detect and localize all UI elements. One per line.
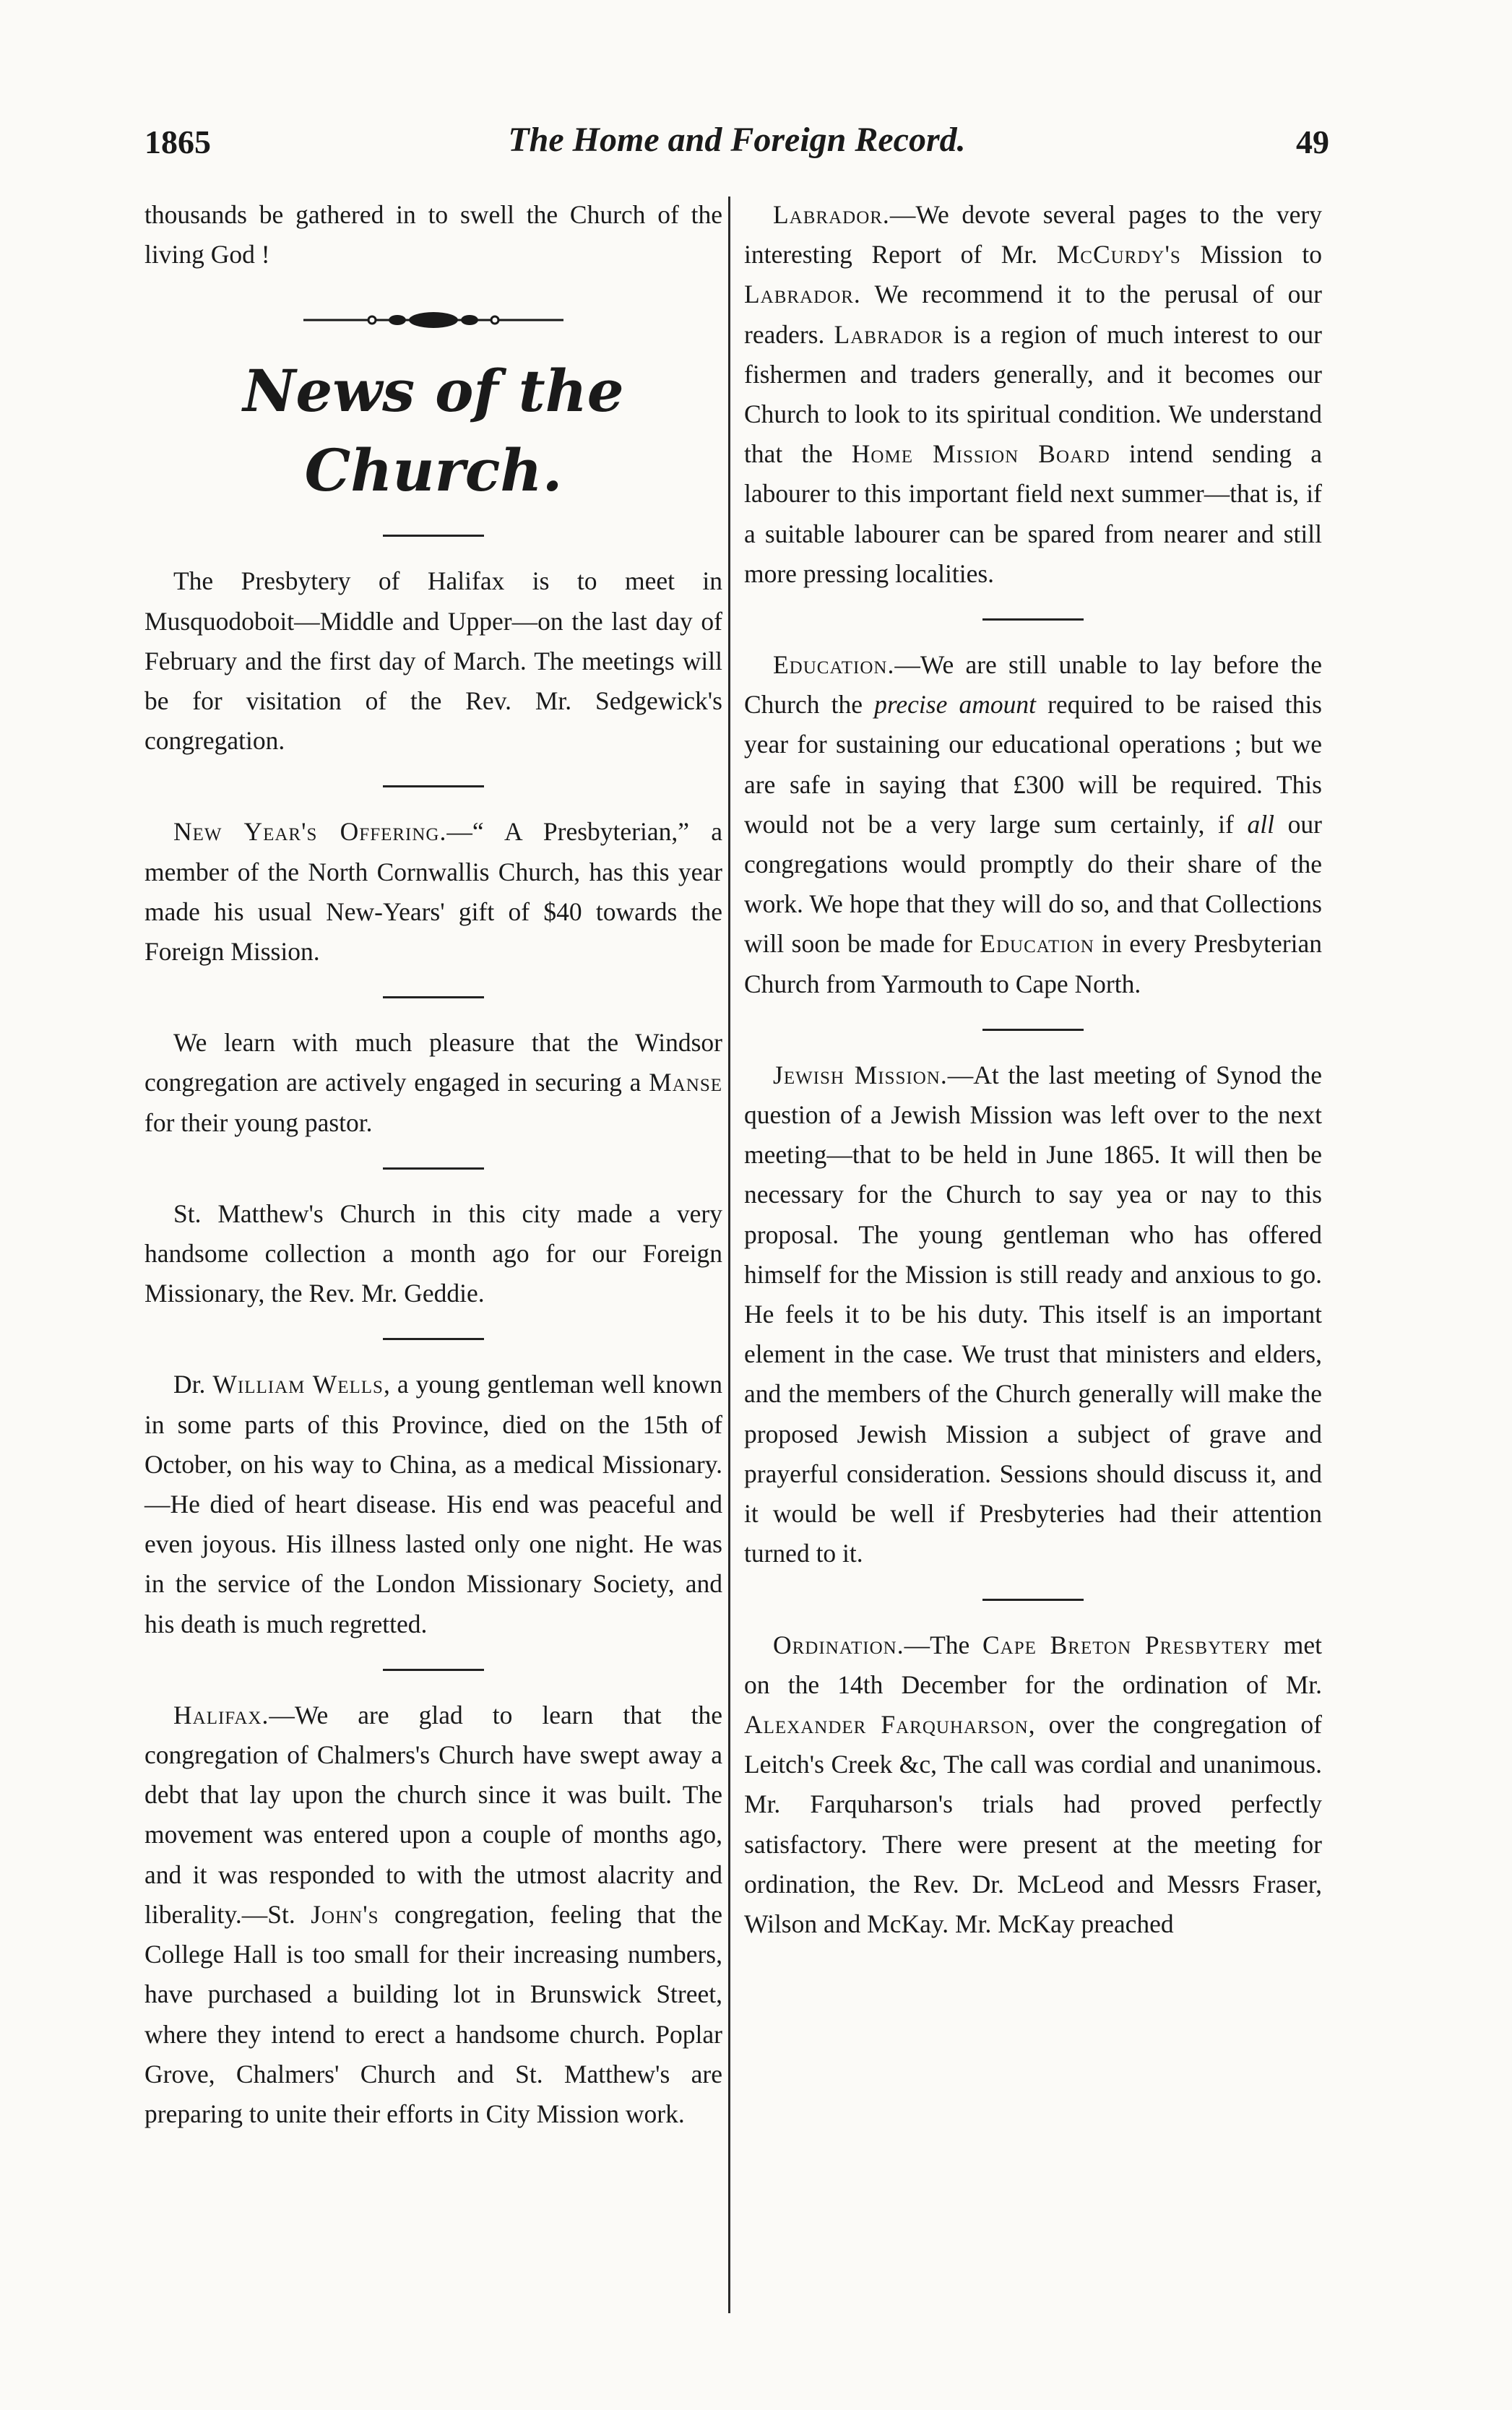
right-column	[744, 195, 1322, 1944]
continuation-text: thousands be gathered in to swell the Church of the living God !	[144, 200, 722, 269]
separator	[982, 1029, 1084, 1031]
page-number: 49	[1296, 124, 1329, 160]
paragraph-education: Education.—We are still unable to lay before the Church the precise amount required to be raised this year for sustaining our educational operations ; but we are safe in saying that £300 will be required. This would not be a very large sum certainly, if all our congregations would promptly do their share of the work. We hope that they will do so, and that Collections will soon be made for Education in every Presbyterian Church from Yarmouth to Cape North.	[744, 650, 1323, 998]
run-in-heading: Labrador.	[773, 200, 890, 229]
paragraph-new-years-offering: New Year's Offering.—“ A Presbyterian,” a member of the North Cornwallis Church, has this year made his usual New-Years' gift of $40 towards the Foreign Mission.	[144, 817, 723, 967]
run-in-heading: Jewish Mission.	[773, 1060, 948, 1089]
paragraph-halifax: Halifax.—We are glad to learn that the congregation of Chalmers's Church have swept away a debt that lay upon the church since it was built. The movement was entered upon a couple of months ago, and it was responded to with the utmost alacrity and liberality.—St. John's congregation, feeling that the College Hall is too small for their increasing numbers, have purchased a building lot in Brunswick Street, where they intend to erect a handsome church. Poplar Grove, Chalmers' Church and St. Matthew's are preparing to unite their efforts in City Mission work.	[144, 1700, 722, 2128]
paragraph-william-wells: Dr. William Wells, a young gentleman well known in some parts of this Province, died on the 15th of October, on his way to China, as a medical Missionary.—He died of heart disease. His end was peaceful and even joyous. His illness lasted only one night. He was in the service of the London Missionary Society, and his death is much regretted.	[144, 1370, 722, 1638]
ornament-divider-icon	[296, 308, 571, 332]
run-in-heading: Ordination.	[773, 1630, 904, 1659]
column-divider	[728, 196, 730, 2313]
paragraph-st-matthews: St. Matthew's Church in this city made a very handsome collection a month ago for our Foreign Missionary, the Rev. Mr. Geddie.	[144, 1198, 722, 1308]
run-in-heading: Halifax.	[173, 1700, 269, 1729]
paragraph-halifax-presbytery: The Presbytery of Halifax is to meet in Musquodoboit—Middle and Upper—on the last day of February and the first day of March. The meetings will be for visitation of the Rev. Mr. Sedgewick's congregation.	[144, 566, 722, 756]
paragraph-windsor-manse: We learn with much pleasure that the Windsor congregation are actively engaged in securing a Manse for their young pastor.	[144, 1028, 722, 1137]
separator	[982, 618, 1084, 621]
paragraph-labrador: Labrador.—We devote several pages to the very interesting Report of Mr. McCurdy's Mission to Labrador. We recommend it to the perusal of our readers. Labrador is a region of much interest to our fishermen and traders generally, and it becomes our Church to look to its spiritual condition. We understand that the Home Mission Board intend sending a labourer to this important field next summer—that is, if a suitable labourer can be spared from nearer and still more pressing localities.	[744, 200, 1322, 588]
run-in-heading: New Year's Offering.	[173, 817, 447, 847]
separator	[383, 996, 484, 998]
header-year: 1865	[144, 124, 211, 160]
separator	[383, 1669, 484, 1671]
separator	[383, 1338, 484, 1340]
paragraph-jewish-mission: Jewish Mission.—At the last meeting of Synod the question of a Jewish Mission was left over to the next meeting—that to be held in June 1865. It will then be necessary for the Church to say yea or nay to this proposal. The young gentleman who has offered himself for the Mission is still ready and anxious to go. He feels it to be his duty. This itself is an important element in the case. We trust that ministers and elders, and the members of the Church generally will make the proposed Jewish Mission a subject of grave and prayerful consideration. Sessions should discuss it, and it would be well if Presbyteries had their attention turned to it.	[744, 1060, 1322, 1568]
separator	[383, 535, 484, 537]
separator	[982, 1599, 1084, 1601]
paragraph-ordination: Ordination.—The Cape Breton Presbytery met on the 14th December for the ordination of Mr. Alexander Farquharson, over the congregation of Leitch's Creek &c, The call was cordial and unanimous. Mr. Farquharson's trials had proved perfectly satisfactory. There were present at the meeting for ordination, the Rev. Dr. McLeod and Messrs Fraser, Wilson and McKay. Mr. McKay preached	[744, 1630, 1322, 1938]
separator	[383, 785, 484, 787]
separator	[383, 1167, 484, 1170]
section-title: News of the Church.	[243, 357, 624, 505]
running-header	[144, 116, 1329, 181]
header-title: The Home and Foreign Record.	[508, 121, 966, 159]
left-column	[144, 195, 722, 2134]
run-in-heading: Education.	[773, 650, 895, 680]
